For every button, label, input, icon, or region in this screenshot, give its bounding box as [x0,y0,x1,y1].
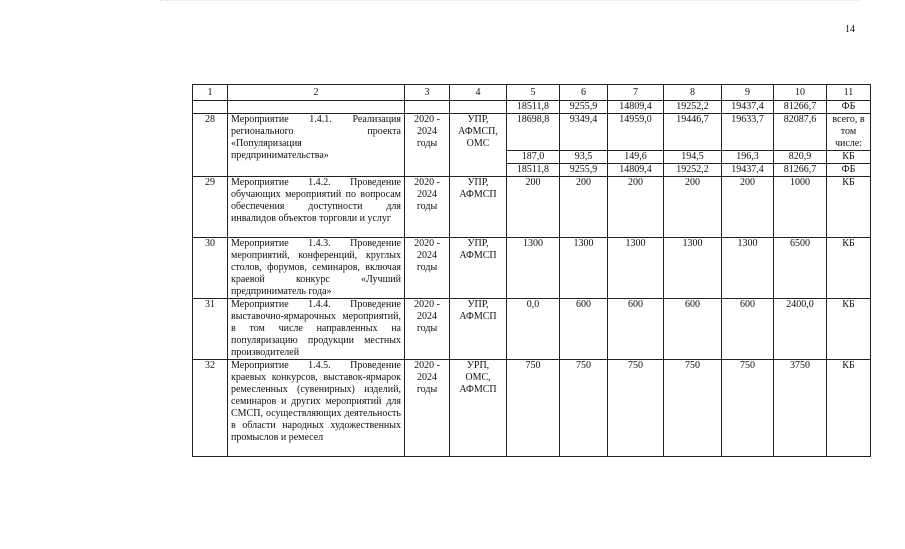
source-cell: ФБ [827,101,871,114]
value-cell: 18698,8 [507,114,560,151]
empty-cell [450,101,507,114]
value-cell: 750 [722,360,774,457]
table-row [193,360,871,457]
row-number: 32 [193,360,228,457]
header-cell: 10 [774,85,827,101]
source-cell: КБ [827,177,871,238]
row-number: 28 [193,114,228,177]
value-cell: 18511,8 [507,164,560,177]
value-cell: 82087,6 [774,114,827,151]
period-cell: 2020 - 2024 годы [405,299,450,360]
header-cell: 3 [405,85,450,101]
value-cell: 196,3 [722,151,774,164]
value-cell: 93,5 [560,151,608,164]
value-cell: 19252,2 [664,101,722,114]
value-cell: 19252,2 [664,164,722,177]
table-row [193,177,871,238]
table-row [193,238,871,299]
row-number: 30 [193,238,228,299]
header-cell: 2 [228,85,405,101]
value-cell: 200 [560,177,608,238]
header-cell: 11 [827,85,871,101]
table-row [193,299,871,360]
empty-cell [228,101,405,114]
activity-name: Мероприятие 1.4.2. Проведение обучающих мероприятий по вопросам обеспечения доступности для инвалидов объектов торговли и услуг [228,177,405,238]
value-cell: 750 [664,360,722,457]
value-cell: 200 [608,177,664,238]
activity-name: Мероприятие 1.4.1. Реализация регионального проекта «Популяризация предпринимательства» [228,114,405,177]
value-cell: 6500 [774,238,827,299]
value-cell: 9255,9 [560,164,608,177]
header-cell: 1 [193,85,228,101]
page-number: 14 [845,24,855,35]
header-cell: 6 [560,85,608,101]
header-cell: 8 [664,85,722,101]
empty-cell [193,101,228,114]
source-cell: всего, в том числе: [827,114,871,151]
empty-cell [405,101,450,114]
period-cell: 2020 - 2024 годы [405,360,450,457]
scan-artifact-line [160,0,860,5]
value-cell: 1300 [608,238,664,299]
value-cell: 600 [608,299,664,360]
value-cell: 200 [507,177,560,238]
header-cell: 9 [722,85,774,101]
value-cell: 1000 [774,177,827,238]
budget-table [192,84,871,457]
executor-cell: УПР, АФМСП [450,238,507,299]
value-cell: 3750 [774,360,827,457]
value-cell: 9349,4 [560,114,608,151]
value-cell: 1300 [507,238,560,299]
source-cell: КБ [827,238,871,299]
period-cell: 2020 - 2024 годы [405,238,450,299]
value-cell: 1300 [722,238,774,299]
activity-name: Мероприятие 1.4.3. Проведение мероприятий, конференций, круглых столов, форумов, семинаров, включая краевой конкурс «Лучший предприниматель года» [228,238,405,299]
source-cell: КБ [827,151,871,164]
value-cell: 19446,7 [664,114,722,151]
value-cell: 750 [560,360,608,457]
header-row [193,85,871,101]
executor-cell: УПР, АФМСП [450,177,507,238]
period-cell: 2020 - 2024 годы [405,177,450,238]
value-cell: 18511,8 [507,101,560,114]
value-cell: 1300 [560,238,608,299]
value-cell: 14959,0 [608,114,664,151]
value-cell: 1300 [664,238,722,299]
executor-cell: УПР, АФМСП [450,299,507,360]
value-cell: 81266,7 [774,101,827,114]
value-cell: 19633,7 [722,114,774,151]
value-cell: 9255,9 [560,101,608,114]
executor-cell: УПР, АФМСП, ОМС [450,114,507,177]
header-cell: 5 [507,85,560,101]
header-cell: 4 [450,85,507,101]
carry-over-row [193,101,871,114]
source-cell: КБ [827,360,871,457]
row-number: 31 [193,299,228,360]
value-cell: 149,6 [608,151,664,164]
value-cell: 19437,4 [722,164,774,177]
value-cell: 200 [664,177,722,238]
value-cell: 750 [608,360,664,457]
value-cell: 0,0 [507,299,560,360]
value-cell: 19437,4 [722,101,774,114]
value-cell: 600 [722,299,774,360]
value-cell: 194,5 [664,151,722,164]
value-cell: 750 [507,360,560,457]
value-cell: 820,9 [774,151,827,164]
table-row [193,114,871,151]
source-cell: ФБ [827,164,871,177]
value-cell: 2400,0 [774,299,827,360]
activity-name: Мероприятие 1.4.4. Проведение выставочно-ярмарочных мероприятий, в том числе направленных на популяризацию продукции местных производителей [228,299,405,360]
row-number: 29 [193,177,228,238]
source-cell: КБ [827,299,871,360]
value-cell: 14809,4 [608,164,664,177]
header-cell: 7 [608,85,664,101]
value-cell: 200 [722,177,774,238]
period-cell: 2020 - 2024 годы [405,114,450,177]
executor-cell: УРП, ОМС, АФМСП [450,360,507,457]
value-cell: 14809,4 [608,101,664,114]
value-cell: 600 [664,299,722,360]
value-cell: 81266,7 [774,164,827,177]
activity-name: Мероприятие 1.4.5. Проведение краевых конкурсов, выставок-ярмарок ремесленных (сувенирных) изделий, семинаров и других мероприятий для СМСП, осуществляющих деятельность в области народных художественных промыслов и ремесел [228,360,405,457]
value-cell: 600 [560,299,608,360]
value-cell: 187,0 [507,151,560,164]
